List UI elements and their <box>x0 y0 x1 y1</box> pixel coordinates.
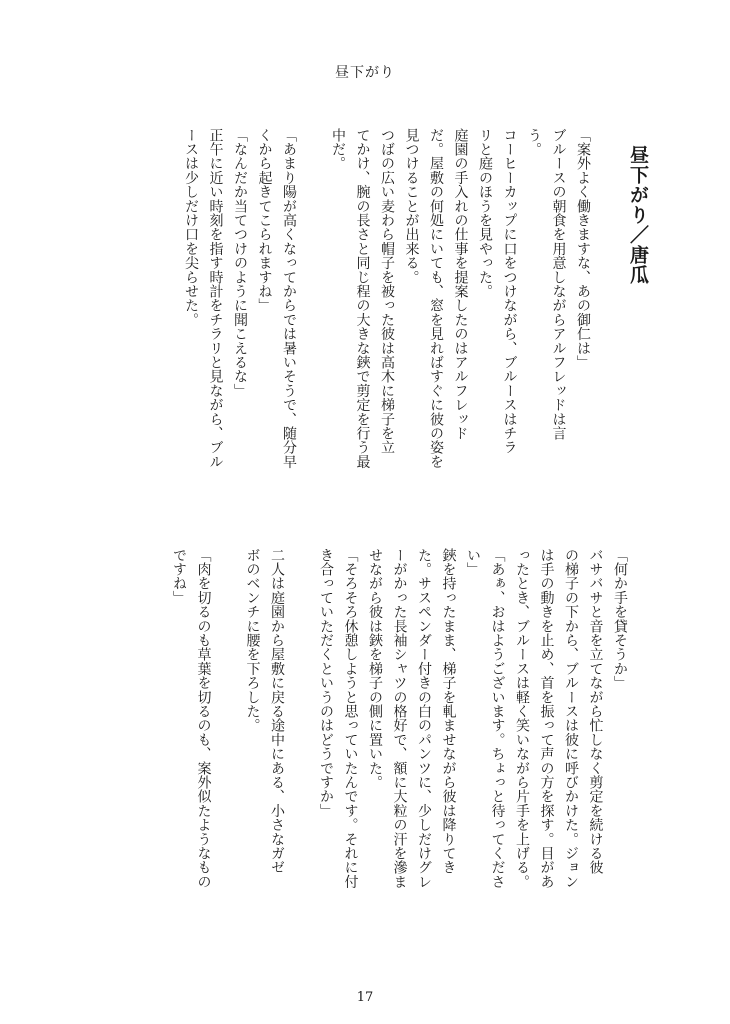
text-column: う。 <box>526 128 542 157</box>
running-header: 昼下がり <box>335 65 395 81</box>
text-column: 「あまり陽が高くなってからでは暑いそうで、随分早 <box>281 128 297 469</box>
text-column: コーヒーカップに口をつけながら、ブルースはチラ <box>501 128 518 455</box>
text-column: い」 <box>465 548 481 577</box>
text-column <box>216 548 241 918</box>
text-column: 「肉を切るのも草葉を切るのも、案外似たようなもの <box>195 548 212 889</box>
text-column: 「あぁ、おはようございます。ちょっと待ってくださ <box>489 548 506 889</box>
text-column: 正午に近い時刻を指す時計をチラリと見ながら、ブル <box>207 128 224 469</box>
text-column <box>289 548 314 918</box>
text-column: ですね」 <box>171 548 187 605</box>
text-column: の梯子の下から、ブルースは彼に呼びかけた。ジョン <box>563 548 579 889</box>
text-column: ボのベンチに腰を下ろした。 <box>244 548 261 733</box>
text-column: リと庭のほうを見やった。 <box>477 128 493 299</box>
text-column: 中だ。 <box>330 128 346 171</box>
text-column: せながら彼は鋏を梯子の側に置いた。 <box>367 548 383 790</box>
text-column: 「何か手を貸そうか」 <box>612 548 628 690</box>
text-column: ーがかった長袖シャツの格好で、額に大粒の汗を滲ま <box>391 548 408 889</box>
text-column: た。サスペンダー付きの白のパンツに、少しだけグレ <box>416 548 432 889</box>
body-text-upper <box>183 128 595 498</box>
text-column: き合っていただくというのはどうですか」 <box>318 548 334 818</box>
text-column: 鋏を持ったまま、梯子を軋ませながら彼は降りてき <box>440 548 457 875</box>
text-column: ースは少しだけ口を尖らせた。 <box>183 128 199 327</box>
text-column: 「案外よく働きますな、あの御仁は」 <box>575 128 591 370</box>
text-column: 二人は庭園から屋敷に戻る途中にある、小さなガゼ <box>269 548 285 875</box>
text-column: バサバサと音を立てながら忙しなく剪定を続ける彼 <box>587 548 604 875</box>
text-column: 庭園の手入れの仕事を提案したのはアルフレッド <box>452 128 469 441</box>
text-column: つばの広い麦わら帽子を被った彼は高木に梯子を立 <box>379 128 395 455</box>
text-column: は手の動きを止め、首を振って声の方を探す。目があ <box>538 548 555 889</box>
page-number: 17 <box>356 990 374 1005</box>
text-column: だ。屋敷の何処にいても、窓を見ればすぐに彼の姿を <box>428 128 444 469</box>
text-column <box>301 128 326 498</box>
text-column: 「なんだか当てつけのように聞こえるな」 <box>232 128 248 398</box>
body-text-lower <box>112 548 632 918</box>
text-column: 見つけることが出来る。 <box>403 128 420 285</box>
text-column: ったとき、ブルースは軽く笑いながら片手を上げる。 <box>514 548 530 889</box>
text-column: ブルースの朝食を用意しながらアルフレッドは言 <box>550 128 567 441</box>
text-column: 「そろそろ休憩しようと思っていたんです。それに付 <box>342 548 359 889</box>
story-title: 昼下がり／唐瓜 <box>627 145 649 285</box>
text-column: くから起きてこられますね」 <box>256 128 273 313</box>
text-column: てかけ、腕の長さと同じ程の大きな鋏で剪定を行う最 <box>354 128 371 469</box>
